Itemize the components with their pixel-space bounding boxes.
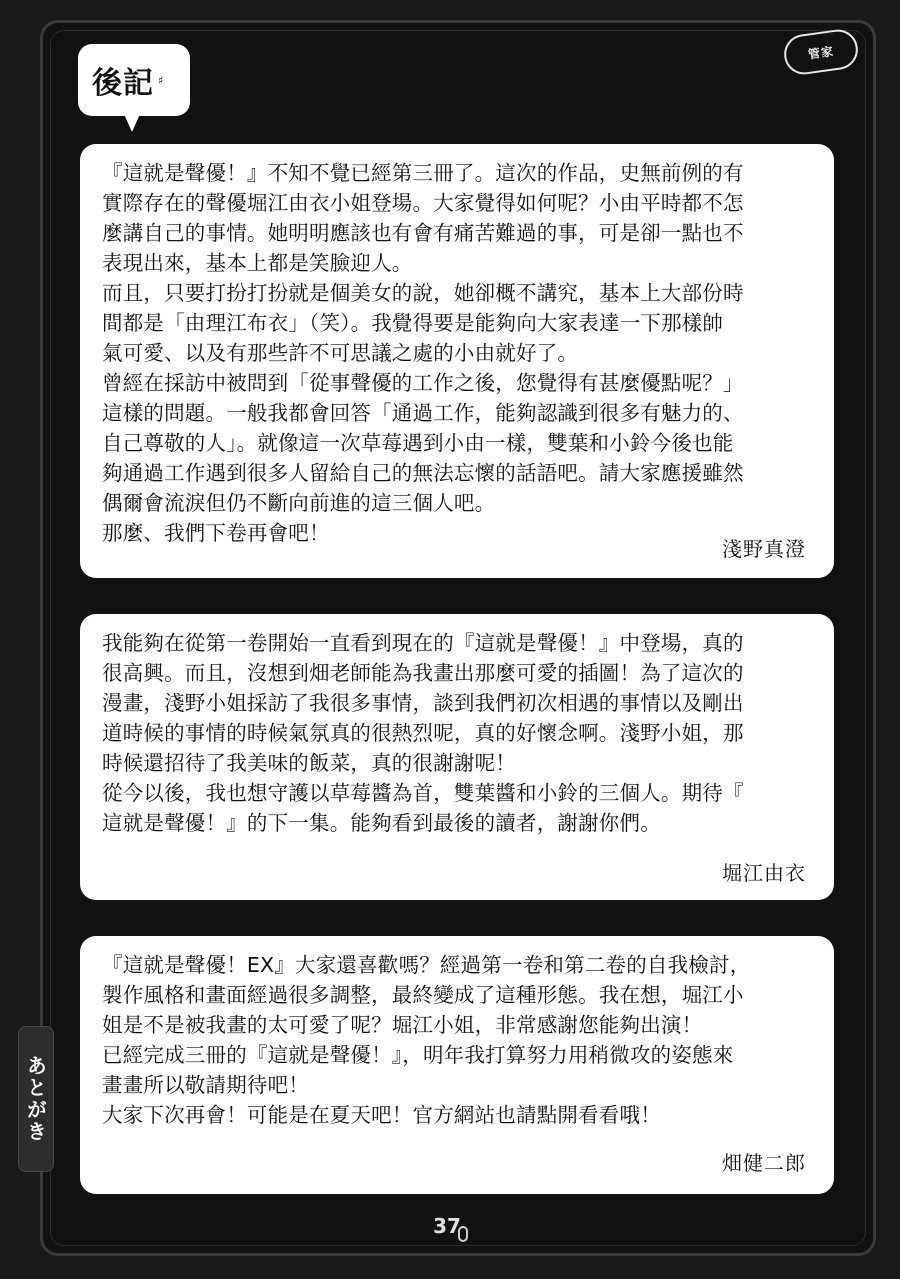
- afterword-section-asano: [80, 144, 834, 578]
- section-signature: 淺野真澄: [722, 537, 806, 561]
- page-number-text: 37: [433, 1214, 461, 1238]
- section-text: 我能夠在從第一卷開始一直看到現在的『這就是聲優！』中登場，真的 很高興。而且，沒想到畑老師能為我畫出那麼可愛的插圖！為了這次的 漫畫，淺野小姐採訪了我很多事情，談到我們初次相遇的事情以及剛出 道時候的事情的時候氣氛真的很熱烈呢，真的好懷念啊。淺野小姐，那 時候還招待了我美味的飯菜，真的很謝謝呢！ 從今以後，我也想守護以草莓醬為首，雙葉醬和小鈴的三個人。期待『 這就是聲優！』的下一集。能夠看到最後的讀者，謝謝你們。: [102, 631, 744, 835]
- afterword-section-horie: [80, 614, 834, 900]
- side-tab-label: あとがき: [23, 1055, 48, 1143]
- afterword-section-hata: [80, 936, 834, 1194]
- section-signature: 堀江由衣: [722, 861, 806, 885]
- section-text: 『這就是聲優！』不知不覺已經第三冊了。這次的作品，史無前例的有 實際存在的聲優堀江由衣小姐登場。大家覺得如何呢？小由平時都不怎 麼講自己的事情。她明明應該也有會有痛苦難過的事，可是卻一點也不 表現出來，基本上都是笑臉迎人。 而且，只要打扮打扮就是個美女的說，她卻概不講究，基本上大部份時 間都是「由理江布衣」（笑）。我覺得要是能夠向大家表達一下那樣帥 氣可愛、以及有那些許不可思議之處的小由就好了。 曾經在採訪中被問到「從事聲優的工作之後，您覺得有甚麼優點呢？」 這樣的問題。一般我都會回答「通過工作，能夠認識到很多有魅力的、 自己尊敬的人」。就像這一次草莓遇到小由一樣，雙葉和小鈴今後也能 夠通過工作遇到很多人留給自己的無法忘懷的話語吧。請大家應援雖然 偶爾會流淚但仍不斷向前進的這三個人吧。 那麼、我們下卷再會吧！: [102, 161, 744, 545]
- title-decoration: ♯: [158, 73, 164, 87]
- chapter-side-tab: [18, 1026, 54, 1172]
- microphone-icon: [458, 1226, 468, 1242]
- section-signature: 畑健二郎: [722, 1151, 806, 1175]
- section-text: 『這就是聲優！EX』大家還喜歡嗎？經過第一卷和第二卷的自我檢討， 製作風格和畫面經過很多調整，最終變成了這種形態。我在想，堀江小 姐是不是被我畫的太可愛了呢？堀江小姐，非常感謝您能夠出演！ 已經完成三冊的『這就是聲優！』，明年我打算努力用稍微攻的姿態來 畫畫所以敬請期待吧！ 大家下次再會！可能是在夏天吧！官方網站也請點開看看哦！: [102, 953, 751, 1127]
- title-speech-bubble: [78, 44, 190, 116]
- page-number: [412, 1204, 482, 1248]
- page-title: 後記: [92, 66, 154, 101]
- logo-text: 管家: [807, 43, 835, 62]
